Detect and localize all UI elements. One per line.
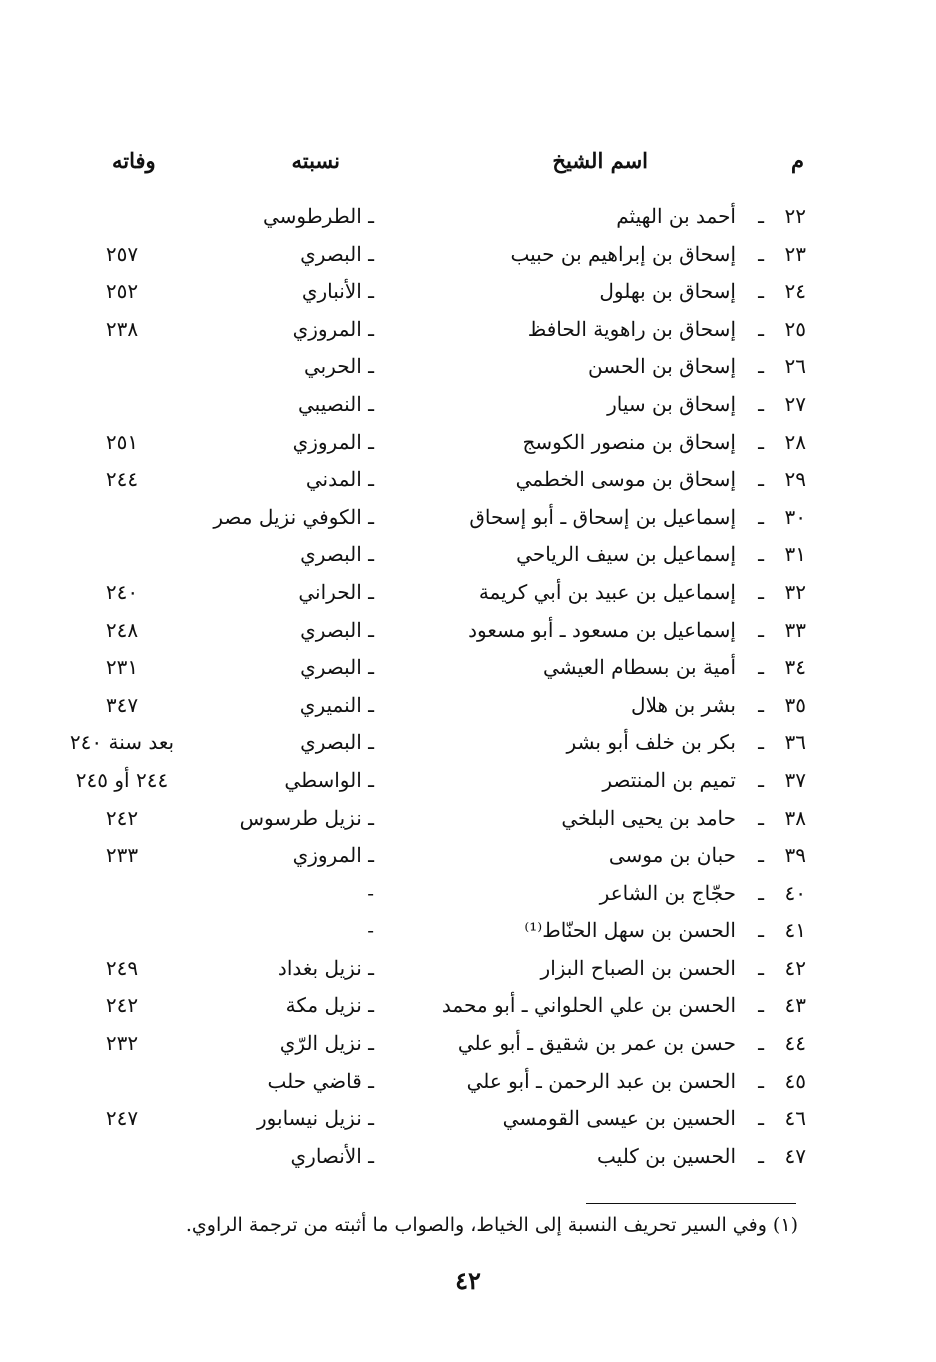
death-year: ٢٥١ — [105, 429, 139, 454]
table-row — [0, 350, 936, 388]
sheikh-nisba: - — [367, 918, 374, 943]
sheikh-name: الحسين بن كليب — [597, 1143, 736, 1168]
sheikh-table — [0, 200, 936, 1177]
table-row — [0, 426, 936, 464]
sheikh-nisba: ـ البصري — [300, 241, 374, 266]
death-year: ٢٤٢ — [105, 805, 139, 830]
sheikh-nisba: ـ الطرطوسي — [263, 204, 374, 228]
sheikh-name: أمية بن بسطام العيشي — [542, 655, 736, 680]
sheikh-nisba: ـ المروزي — [292, 316, 374, 341]
table-row — [0, 538, 936, 576]
row-number: ٤٢ — [784, 955, 806, 980]
row-dash: ـ — [758, 880, 764, 905]
row-dash: ـ — [758, 1106, 764, 1131]
sheikh-nisba: ـ الكوفي نزيل مصر — [213, 504, 374, 529]
row-dash: ـ — [758, 993, 764, 1018]
page-number: ٤٢ — [455, 1266, 481, 1295]
row-number: ٢٦ — [784, 354, 806, 379]
footnote: (١) وفي السير تحريف النسبة إلى الخياط، والصواب ما أثبته من ترجمة الراوي. — [185, 1214, 798, 1236]
row-dash: ـ — [758, 655, 764, 680]
row-dash: ـ — [758, 692, 764, 717]
table-row — [0, 726, 936, 764]
row-dash: ـ — [758, 730, 764, 755]
row-number: ٣٢ — [784, 579, 806, 604]
row-dash: ـ — [758, 467, 764, 492]
sheikh-name: إسحاق بن راهوية الحافظ — [527, 316, 736, 341]
sheikh-name: أحمد بن الهيثم — [616, 204, 736, 228]
row-number: ٤١ — [784, 918, 806, 943]
death-year: ٢٣٨ — [105, 316, 139, 341]
row-number: ٣٩ — [784, 843, 806, 868]
sheikh-name: الحسين بن عيسى القومسي — [502, 1106, 736, 1131]
sheikh-name: حامد بن يحيى البلخي — [561, 805, 736, 830]
death-year: ٢٥٢ — [105, 279, 139, 304]
row-number: ٤٥ — [784, 1068, 806, 1093]
row-number: ٣٥ — [784, 692, 806, 717]
table-row — [0, 1027, 936, 1065]
row-dash: ـ — [758, 805, 764, 830]
row-dash: ـ — [758, 579, 764, 604]
row-number: ٢٩ — [784, 467, 806, 492]
sheikh-name: إسحاق بن بهلول — [599, 279, 736, 304]
death-year: ٢٤٩ — [105, 955, 139, 980]
sheikh-name: إسماعيل بن مسعود ـ أبو مسعود — [468, 617, 736, 642]
sheikh-name: إسماعيل بن إسحاق ـ أبو إسحاق — [469, 504, 736, 529]
sheikh-nisba: ـ النميري — [299, 692, 374, 717]
row-number: ٣٨ — [784, 805, 806, 830]
sheikh-name: الحسن بن علي الحلواني ـ أبو محمد — [441, 993, 736, 1018]
row-dash: ـ — [758, 354, 764, 379]
row-dash: ـ — [758, 843, 764, 868]
death-year: ٢٤٠ — [105, 579, 139, 604]
header-sheikh-name: اسم الشيخ — [552, 148, 648, 173]
sheikh-name: إسحاق بن الحسن — [588, 354, 736, 379]
table-row — [0, 501, 936, 539]
table-row — [0, 463, 936, 501]
sheikh-nisba: ـ نزيل بغداد — [277, 955, 374, 980]
row-number: ٢٥ — [784, 316, 806, 341]
table-row — [0, 952, 936, 990]
sheikh-nisba: ـ النصيبي — [298, 391, 374, 416]
sheikh-name: الحسن بن سهل الحنّاط⁽¹⁾ — [524, 918, 736, 943]
sheikh-nisba: ـ المدني — [305, 467, 374, 492]
sheikh-name: تميم بن المنتصر — [602, 767, 736, 792]
sheikh-nisba: ـ البصري — [300, 617, 374, 642]
table-row — [0, 914, 936, 952]
sheikh-name: إسحاق بن موسى الخطمي — [515, 467, 736, 492]
table-row — [0, 1102, 936, 1140]
row-dash: ـ — [758, 617, 764, 642]
table-header — [0, 148, 936, 178]
row-dash: ـ — [758, 504, 764, 529]
row-number: ٣٠ — [784, 504, 806, 529]
death-year: ٢٤٨ — [105, 617, 139, 642]
sheikh-name: إسماعيل بن عبيد بن أبي كريمة — [478, 579, 736, 604]
header-death: وفاته — [112, 148, 156, 173]
table-row — [0, 764, 936, 802]
sheikh-name: إسحاق بن منصور الكوسج — [522, 429, 736, 454]
death-year: بعد سنة ٢٤٠ — [69, 730, 175, 755]
header-nisba: نسبته — [291, 148, 340, 173]
sheikh-name: بشر بن هلال — [631, 692, 736, 717]
sheikh-nisba: ـ المروزي — [292, 843, 374, 868]
death-year: ٢٤٤ أو ٢٤٥ — [75, 767, 169, 792]
sheikh-name: الحسن بن عبد الرحمن ـ أبو علي — [466, 1068, 736, 1093]
row-number: ٢٤ — [784, 279, 806, 304]
row-dash: ـ — [758, 1031, 764, 1056]
row-dash: ـ — [758, 767, 764, 792]
death-year: ٢٣١ — [105, 655, 139, 680]
sheikh-name: إسماعيل بن سيف الرياحي — [516, 542, 736, 567]
sheikh-name: بكر بن خلف أبو بشر — [566, 730, 736, 755]
sheikh-nisba: ـ قاضي حلب — [267, 1068, 374, 1093]
row-number: ٢٨ — [784, 429, 806, 454]
table-row — [0, 989, 936, 1027]
row-dash: ـ — [758, 241, 764, 266]
death-year: ٢٤٧ — [105, 1106, 139, 1131]
sheikh-nisba: ـ الحراني — [298, 579, 374, 604]
table-row — [0, 651, 936, 689]
row-dash: ـ — [758, 542, 764, 567]
sheikh-nisba: ـ الواسطي — [284, 767, 374, 792]
table-row — [0, 1065, 936, 1103]
row-dash: ـ — [758, 204, 764, 228]
table-row — [0, 238, 936, 276]
sheikh-nisba: ـ نزيل طرسوس — [239, 805, 374, 830]
sheikh-name: حبان بن موسى — [608, 843, 736, 868]
row-dash: ـ — [758, 429, 764, 454]
death-year: ٢٣٢ — [105, 1031, 139, 1056]
death-year: ٢٤٤ — [105, 467, 139, 492]
table-row — [0, 388, 936, 426]
sheikh-nisba: ـ الأنباري — [301, 279, 374, 304]
death-year: ٢٣٣ — [105, 843, 139, 868]
row-dash: ـ — [758, 918, 764, 943]
row-number: ٢٣ — [784, 241, 806, 266]
sheikh-name: الحسن بن الصباح البزار — [540, 955, 736, 980]
table-row — [0, 877, 936, 915]
table-row — [0, 614, 936, 652]
row-number: ٣١ — [784, 542, 806, 567]
row-number: ٣٧ — [784, 767, 806, 792]
death-year: ٢٥٧ — [105, 241, 139, 266]
sheikh-nisba: ـ المروزي — [292, 429, 374, 454]
sheikh-nisba: - — [367, 880, 374, 905]
sheikh-nisba: ـ نزيل نيسابور — [257, 1106, 374, 1131]
row-dash: ـ — [758, 1143, 764, 1168]
sheikh-nisba: ـ البصري — [300, 542, 374, 567]
row-dash: ـ — [758, 279, 764, 304]
row-dash: ـ — [758, 955, 764, 980]
row-number: ٣٣ — [784, 617, 806, 642]
table-row — [0, 275, 936, 313]
sheikh-nisba: ـ نزيل مكة — [285, 993, 374, 1018]
sheikh-nisba: ـ البصري — [300, 655, 374, 680]
table-row — [0, 576, 936, 614]
row-number: ٣٦ — [784, 730, 806, 755]
row-dash: ـ — [758, 316, 764, 341]
table-row — [0, 200, 936, 238]
row-number: ٤٦ — [784, 1106, 806, 1131]
table-row — [0, 839, 936, 877]
sheikh-name: حسن بن عمر بن شقيق ـ أبو علي — [457, 1031, 736, 1056]
row-number: ٤٠ — [784, 880, 806, 905]
sheikh-nisba: ـ الأنصاري — [290, 1143, 374, 1168]
row-number: ٣٤ — [784, 655, 806, 680]
table-row — [0, 1140, 936, 1178]
sheikh-name: حجّاج بن الشاعر — [599, 880, 736, 905]
sheikh-nisba: ـ الحربي — [303, 354, 374, 379]
row-number: ٤٣ — [784, 993, 806, 1018]
death-year: ٢٤٢ — [105, 993, 139, 1018]
death-year: ٣٤٧ — [105, 692, 139, 717]
sheikh-nisba: ـ نزيل الرّي — [279, 1031, 374, 1056]
sheikh-name: إسحاق بن سيار — [607, 391, 736, 416]
table-row — [0, 313, 936, 351]
row-number: ٢٧ — [784, 391, 806, 416]
table-row — [0, 802, 936, 840]
row-number: ٤٧ — [784, 1143, 806, 1168]
footnote-separator — [586, 1203, 796, 1204]
row-number: ٤٤ — [784, 1031, 806, 1056]
sheikh-name: إسحاق بن إبراهيم بن حبيب — [510, 241, 736, 266]
sheikh-nisba: ـ البصري — [300, 730, 374, 755]
table-row — [0, 689, 936, 727]
row-dash: ـ — [758, 1068, 764, 1093]
row-number: ٢٢ — [784, 204, 806, 228]
header-number: م — [790, 148, 804, 173]
row-dash: ـ — [758, 391, 764, 416]
